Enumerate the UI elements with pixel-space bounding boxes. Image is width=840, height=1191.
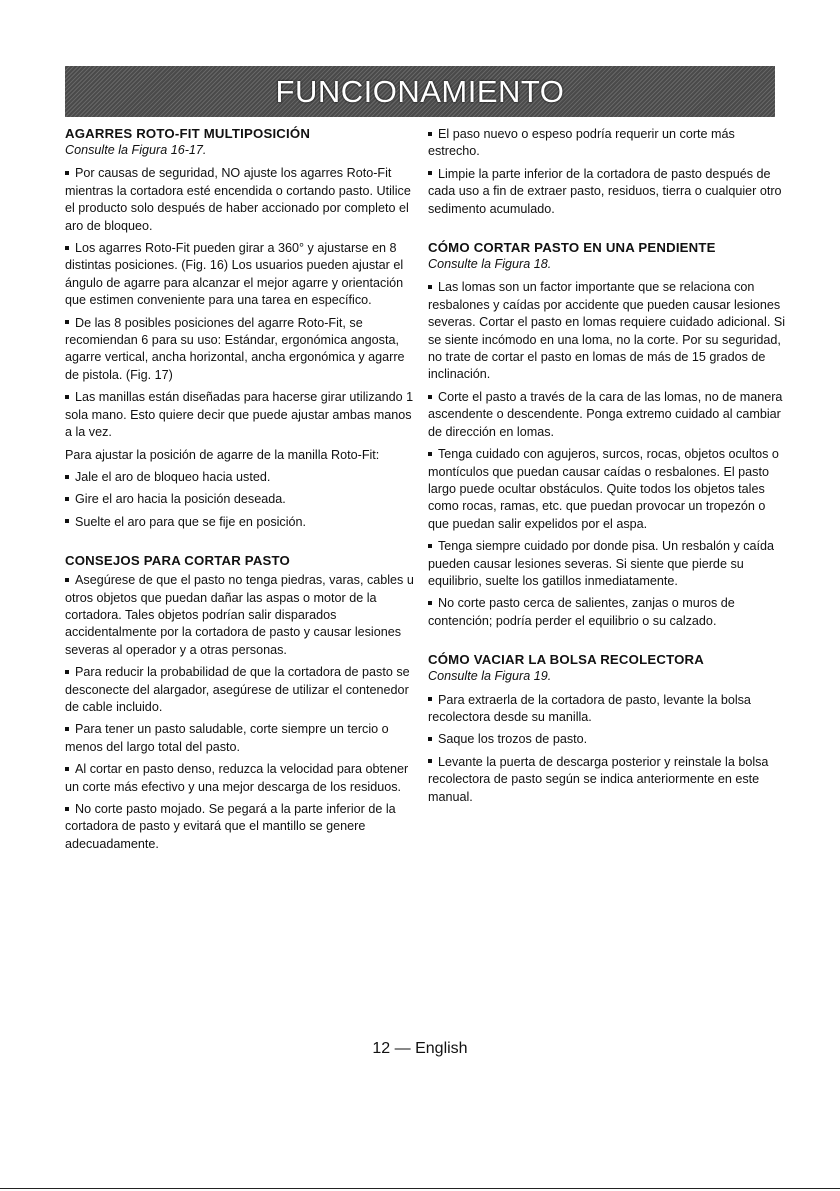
bullet-icon <box>65 670 69 674</box>
bullet-icon <box>428 452 432 456</box>
bullet-item: No corte pasto cerca de salientes, zanjas o muros de contención; podría perder el equilibrio o su calzado. <box>428 596 735 628</box>
bullet-item: Jale el aro de bloqueo hacia usted. <box>65 469 415 486</box>
bullet-icon <box>65 519 69 523</box>
bullet-icon <box>428 395 432 399</box>
bullet-icon <box>65 171 69 175</box>
bullet-item: Tenga siempre cuidado por donde pisa. Un resbalón y caída pueden causar lesiones severas. Si siente que pierde su equilibrio, suelte los gatillos inmediatamente. <box>428 539 775 588</box>
section-heading-roto-fit: AGARRES ROTO-FIT MULTIPOSICIÓN <box>65 126 311 141</box>
bullet-icon <box>65 475 69 479</box>
bullet-item: No corte pasto mojado. Se pegará a la parte inferior de la cortadora de pasto y evitará que el mantillo se genere adecuadamente. <box>65 802 396 851</box>
bullet-icon <box>428 132 432 136</box>
section-heading-tips: CONSEJOS PARA CORTAR PASTO <box>65 553 291 569</box>
bullet-icon <box>428 285 432 289</box>
right-column <box>428 126 788 811</box>
bullet-item: Gire el aro hacia la posición deseada. <box>65 491 415 508</box>
bullet-item: Las lomas son un factor importante que se relaciona con resbalones y caídas por accidente que pueden causar lesiones severas. Cortar el pasto en lomas requiere cuidado adicional. Si se siente incómodo en una loma, no la corte. Por su seguridad, no trate de cortar el pasto en lomas de más de 15 grados de inclinación. <box>428 280 786 382</box>
figure-reference: Consulte la Figura 19. <box>428 669 552 684</box>
bullet-icon <box>428 544 432 548</box>
bullet-icon <box>428 601 432 605</box>
bullet-icon <box>65 320 69 324</box>
bullet-item: Asegúrese de que el pasto no tenga piedras, varas, cables u otros objetos que puedan dañar las aspas o motor de la cortadora. Tales objetos podrían salir disparados accidentalmente por la cortadora de pasto y causar lesiones severas al operador y a otras personas. <box>65 573 414 657</box>
bullet-item: Para reducir la probabilidad de que la cortadora de pasto se desconecte del alargador, asegúrese de utilizar el contenedor de cable incluido. <box>65 665 410 714</box>
bullet-item: Tenga cuidado con agujeros, surcos, rocas, objetos ocultos o montículos que puedan causar caídas o resbalones. El pasto largo puede ocultar obstáculos. Quite todos los objetos tales como rocas, ramas, etc. que puedan provocar un tropezón o que puedan salir expelidos por el aspa. <box>428 447 779 531</box>
bullet-icon <box>428 737 432 741</box>
bullet-item: Los agarres Roto-Fit pueden girar a 360° y ajustarse en 8 distintas posiciones. (Fig. 16) Los usuarios pueden ajustar el ángulo de agarre para alcanzar el mejor agarre y orientación que estimen conveniente para una tarea en específico. <box>65 241 404 308</box>
bullet-item: Levante la puerta de descarga posterior y reinstale la bolsa recolectora de pasto según se indica anteriormente en este manual. <box>428 754 769 804</box>
section-heading-slope: CÓMO CORTAR PASTO EN UNA PENDIENTE <box>428 240 716 256</box>
bullet-item: Corte el pasto a través de la cara de las lomas, no de manera ascendente o descendente. Ponga extremo cuidado al cambiar de dirección en lomas. <box>428 389 783 439</box>
bullet-icon <box>428 171 432 175</box>
bullet-item: El paso nuevo o espeso podría requerir un corte más estrecho. <box>428 127 735 159</box>
figure-reference: Consulte la Figura 18. <box>428 257 552 272</box>
bottom-rule <box>0 1188 840 1189</box>
banner-title: FUNCIONAMIENTO <box>275 73 565 109</box>
bullet-icon <box>428 759 432 763</box>
bullet-icon <box>65 395 69 399</box>
bullet-item: Por causas de seguridad, NO ajuste los agarres Roto-Fit mientras la cortadora esté encendida o cortando pasto. Utilice el producto solo después de haber accionado por completo el aro de bloqueo. <box>65 166 411 233</box>
bullet-icon <box>65 497 69 501</box>
left-column <box>65 126 415 858</box>
section-heading-empty-bag: CÓMO VACIAR LA BOLSA RECOLECTORA <box>428 652 705 668</box>
bullet-icon <box>65 727 69 731</box>
bullet-item: Para tener un pasto saludable, corte siempre un tercio o menos del largo total del pasto. <box>65 722 389 754</box>
bullet-item: De las 8 posibles posiciones del agarre Roto-Fit, se recomiendan 6 para su uso: Estándar, ergonómica angosta, agarre vertical, ancha horizontal, ancha ergonómica y agarre de pistola. (Fig. 17) <box>65 315 405 382</box>
bullet-icon <box>65 246 69 250</box>
bullet-item: Saque los trozos de pasto. <box>428 731 788 748</box>
bullet-icon <box>65 767 69 771</box>
bullet-icon <box>65 807 69 811</box>
page-footer: 12 — English <box>372 1040 468 1057</box>
bullet-item: Suelte el aro para que se fije en posición. <box>65 514 415 531</box>
section-banner <box>65 66 775 117</box>
bullet-icon <box>428 697 432 701</box>
bullet-icon <box>65 578 69 582</box>
bullet-item: Para extraerla de la cortadora de pasto, levante la bolsa recolectora desde su manilla. <box>428 692 751 724</box>
paragraph: Para ajustar la posición de agarre de la manilla Roto-Fit: <box>65 447 380 462</box>
bullet-item: Las manillas están diseñadas para hacerse girar utilizando 1 sola mano. Esto quiere decir que puede ajustar ambas manos a la vez. <box>65 390 414 440</box>
bullet-item: Limpie la parte inferior de la cortadora de pasto después de cada uso a fin de extraer pasto, residuos, tierra o cualquier otro sedimento acumulado. <box>428 166 782 216</box>
figure-reference: Consulte la Figura 16-17. <box>65 143 207 157</box>
bullet-item: Al cortar en pasto denso, reduzca la velocidad para obtener un corte más efectivo y una mejor descarga de los residuos. <box>65 762 409 794</box>
